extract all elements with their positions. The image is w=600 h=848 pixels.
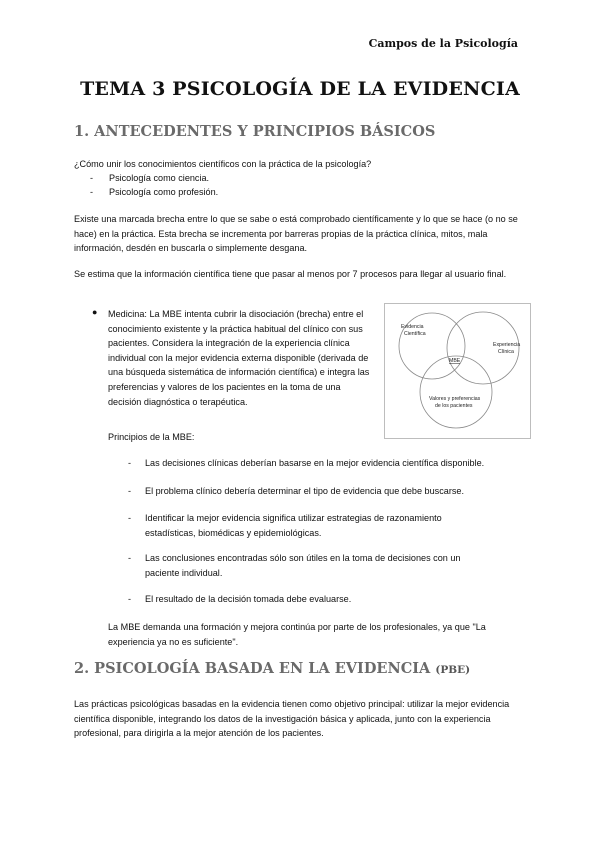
section-1-heading: 1. ANTECEDENTES Y PRINCIPIOS BÁSICOS bbox=[74, 123, 436, 140]
principle-item: - Las decisiones clínicas deberían basarse en la mejor evidencia científica disponible. bbox=[128, 458, 485, 468]
principles-title: Principios de la MBE: bbox=[108, 432, 195, 442]
paragraph-formacion: La MBE demanda una formación y mejora continúa por parte de los profesionales, ya que "La experiencia ya no es suficiente". bbox=[108, 622, 486, 647]
paragraph-pbe: Las prácticas psicológicas basadas en la evidencia tienen como objetivo principal: utilizar la mejor evidencia científica disponible, integrando los datos de la investigación básica y aplicada, junto con la experiencia profesional, para dirigirla a la mejor atención de los pacientes. bbox=[74, 699, 510, 739]
venn-label-center: MBE bbox=[449, 358, 461, 364]
principle-item: - Identificar la mejor evidencia significa utilizar estrategias de razonamiento estadísticas, biomédicas y epidemiológicas. bbox=[128, 513, 442, 538]
paragraph-brecha: Existe una marcada brecha entre lo que se sabe o está comprobado científicamente y lo que se hace (o no se hace) en la práctica. Esta brecha se incrementa por barreras propias de la práctica clínica, mitos, mala información, desdén en buscarla o simplemente desgana. bbox=[74, 214, 518, 254]
dash-item: - Psicología como ciencia. bbox=[90, 173, 210, 183]
section-2-heading: 2. PSICOLOGÍA BASADA EN LA EVIDENCIA (PBE) bbox=[74, 660, 471, 677]
venn-circle-evidencia bbox=[399, 313, 465, 379]
venn-label-experiencia-1: Experiencia bbox=[493, 342, 521, 348]
intro-question: ¿Cómo unir los conocimientos científicos con la práctica de la psicología? bbox=[74, 159, 372, 169]
bullet-icon: ● bbox=[92, 307, 98, 317]
document-title: TEMA 3 PSICOLOGÍA DE LA EVIDENCIA bbox=[80, 78, 520, 100]
venn-label-valores-1: Valores y preferencias bbox=[429, 396, 481, 402]
paragraph-procesos: Se estima que la información científica tiene que pasar al menos por 7 procesos para llegar al usuario final. bbox=[74, 269, 507, 279]
paragraph-medicina: Medicina: La MBE intenta cubrir la disociación (brecha) entre el conocimiento existente y la práctica habitual del clínico con sus pacientes. Considera la integración de la experiencia clínica individual con la mejor evidencia externa disponible (derivada de una búsqueda sistemática de información científica) e integra las preferencias y valores de los pacientes en la toma de una decisión diagnóstica o terapéutica. bbox=[108, 309, 370, 407]
dash-item: - Psicología como profesión. bbox=[90, 187, 219, 197]
venn-circle-valores bbox=[420, 356, 492, 428]
venn-circle-experiencia bbox=[447, 312, 519, 384]
principle-item: - El problema clínico debería determinar el tipo de evidencia que debe buscarse. bbox=[128, 486, 464, 496]
principle-item: - El resultado de la decisión tomada debe evaluarse. bbox=[128, 594, 352, 604]
venn-label-valores-2: de los pacientes bbox=[435, 403, 473, 409]
venn-label-evidencia-2: Científica bbox=[404, 331, 426, 337]
principle-item: - Las conclusiones encontradas sólo son útiles en la toma de decisiones con un paciente individual. bbox=[128, 553, 461, 578]
mbe-venn-diagram bbox=[384, 303, 531, 439]
venn-label-evidencia-1: Evidencia bbox=[401, 324, 424, 330]
venn-label-experiencia-2: Clínica bbox=[498, 349, 514, 355]
running-header: Campos de la Psicología bbox=[368, 37, 518, 50]
